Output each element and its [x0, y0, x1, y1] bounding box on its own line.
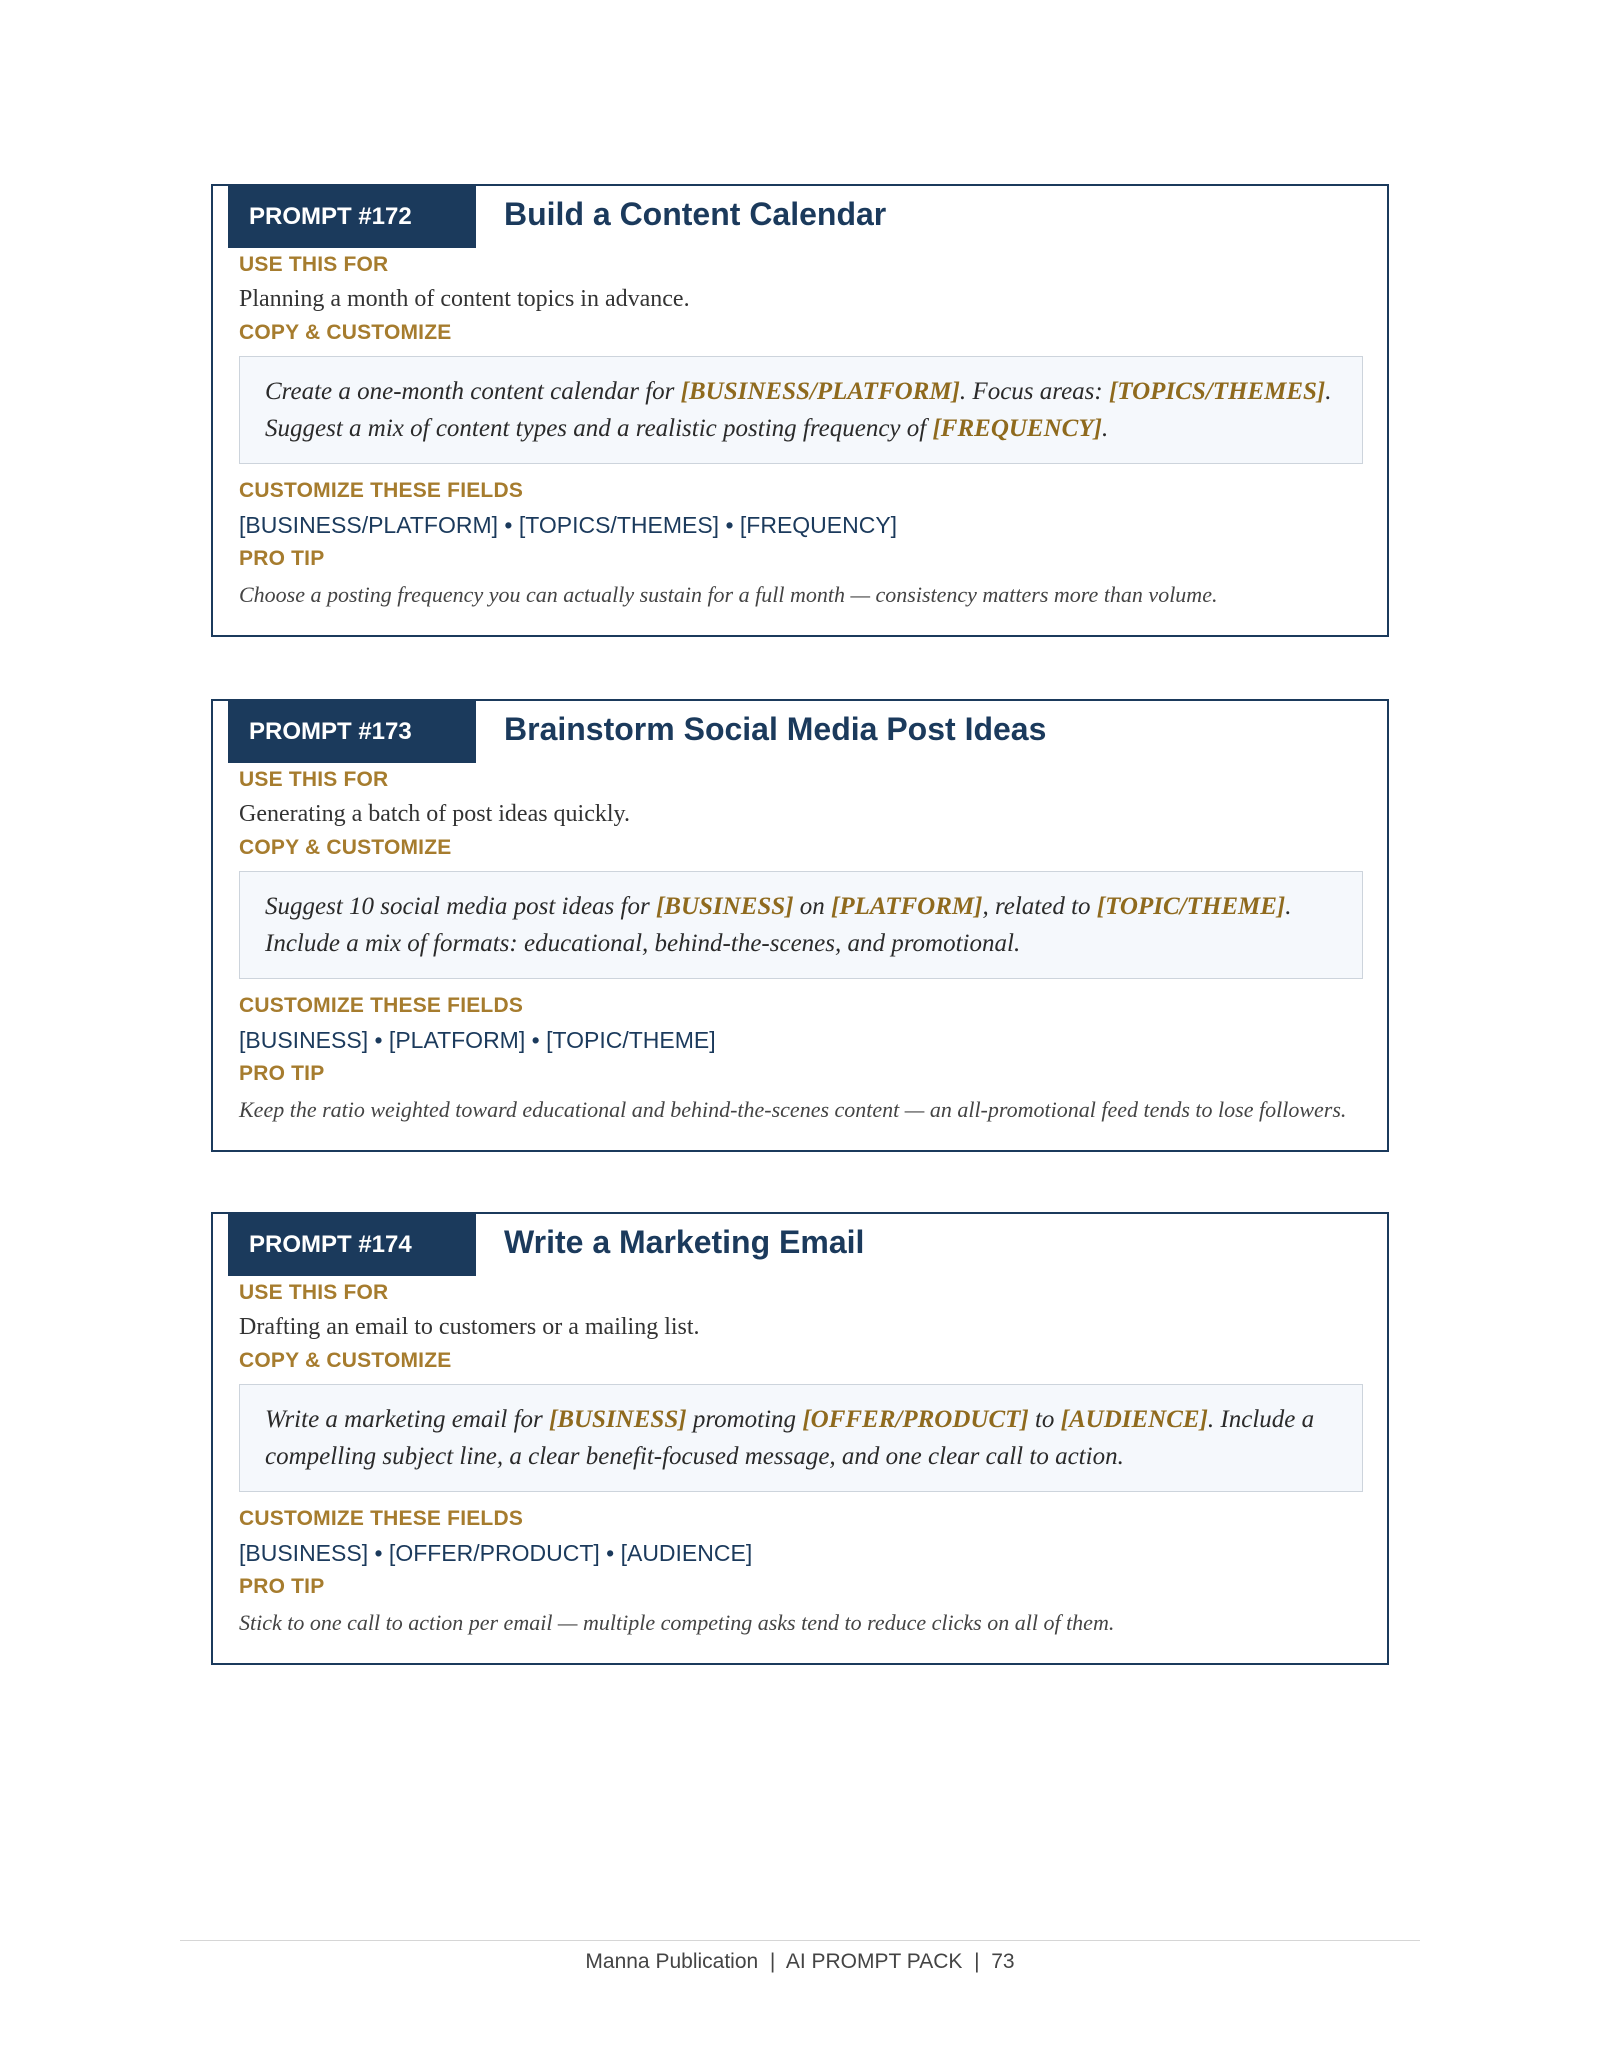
use-this-for-label: USE THIS FOR — [239, 1281, 389, 1304]
copy-customize-label: COPY & CUSTOMIZE — [239, 321, 452, 344]
prompt-number-badge: PROMPT #173 — [228, 701, 476, 763]
prompt-text-segment: . Suggest a mix of content types and a realistic posting frequency of — [265, 378, 1332, 442]
prompt-text-segment: . Include a compelling subject line, a clear benefit-focused message, and one clear call to action. — [265, 1406, 1315, 1470]
customize-fields-label: CUSTOMIZE THESE FIELDS — [239, 994, 524, 1017]
card-header — [213, 701, 1387, 763]
prompt-text-segment: to — [1028, 1406, 1061, 1433]
use-this-for-text: Planning a month of content topics in advance. — [239, 286, 690, 312]
use-this-for-label: USE THIS FOR — [239, 768, 389, 791]
prompt-number-badge: PROMPT #172 — [228, 186, 476, 248]
prompt-text-segment: , related to — [982, 893, 1097, 920]
use-this-for-label: USE THIS FOR — [239, 253, 389, 276]
pro-tip-label: PRO TIP — [239, 547, 325, 570]
use-this-for-text: Generating a batch of post ideas quickly. — [239, 801, 630, 827]
card-header — [213, 186, 1387, 248]
pro-tip-label: PRO TIP — [239, 1062, 325, 1085]
footer-divider — [180, 1940, 1420, 1941]
prompt-number-badge: PROMPT #174 — [228, 1214, 476, 1276]
card-body — [213, 767, 1387, 1150]
prompt-title: Brainstorm Social Media Post Ideas — [504, 711, 1047, 747]
placeholder-field: [AUDIENCE] — [1060, 1406, 1208, 1433]
pro-tip-text: Keep the ratio weighted toward educational and behind-the-scenes content — an all-promotional feed tends to lose followers. — [239, 1097, 1347, 1122]
prompt-text-segment: on — [793, 893, 832, 920]
prompt-text-segment: Write a marketing email for — [265, 1406, 549, 1433]
card-body — [213, 1280, 1387, 1663]
placeholder-field: [TOPICS/THEMES] — [1108, 378, 1326, 405]
prompt-text-box[interactable] — [239, 356, 1363, 464]
placeholder-field: [BUSINESS] — [549, 1406, 687, 1433]
prompt-title: Build a Content Calendar — [504, 196, 887, 232]
prompt-text-segment: . Include a mix of formats: educational, behind-the-scenes, and promotional. — [265, 893, 1292, 957]
placeholder-field: [TOPIC/THEME] — [1096, 893, 1286, 920]
prompt-text-segment: . Focus areas: — [959, 378, 1109, 405]
pro-tip-label: PRO TIP — [239, 1575, 325, 1598]
pro-tip-text: Stick to one call to action per email — multiple competing asks tend to reduce clicks on all of them. — [239, 1610, 1115, 1635]
customize-fields-label: CUSTOMIZE THESE FIELDS — [239, 479, 524, 502]
use-this-for-text: Drafting an email to customers or a mailing list. — [239, 1314, 700, 1340]
prompt-text-segment: promoting — [686, 1406, 803, 1433]
prompt-title: Write a Marketing Email — [504, 1224, 865, 1260]
card-body — [213, 252, 1387, 635]
copy-customize-label: COPY & CUSTOMIZE — [239, 836, 452, 859]
customize-fields-list: [BUSINESS/PLATFORM] • [TOPICS/THEMES] • [FREQUENCY] — [239, 512, 898, 538]
prompt-text-box[interactable] — [239, 1384, 1363, 1492]
customize-fields-label: CUSTOMIZE THESE FIELDS — [239, 1507, 524, 1530]
prompt-text-segment: Create a one-month content calendar for — [265, 378, 681, 405]
placeholder-field: [OFFER/PRODUCT] — [802, 1406, 1029, 1433]
prompt-text-box[interactable] — [239, 871, 1363, 979]
customize-fields-list: [BUSINESS] • [PLATFORM] • [TOPIC/THEME] — [239, 1027, 716, 1053]
card-header — [213, 1214, 1387, 1276]
prompt-text-segment: Suggest 10 social media post ideas for — [265, 893, 656, 920]
prompt-card-173 — [211, 699, 1389, 1152]
pro-tip-text: Choose a posting frequency you can actually sustain for a full month — consistency matters more than volume. — [239, 582, 1218, 607]
prompt-card-174 — [211, 1212, 1389, 1665]
placeholder-field: [PLATFORM] — [831, 893, 983, 920]
prompt-text-segment: . — [1101, 415, 1109, 442]
placeholder-field: [FREQUENCY] — [932, 415, 1102, 442]
copy-customize-label: COPY & CUSTOMIZE — [239, 1349, 452, 1372]
customize-fields-list: [BUSINESS] • [OFFER/PRODUCT] • [AUDIENCE] — [239, 1540, 753, 1566]
page-footer: Manna Publication | AI PROMPT PACK | 73 — [585, 1950, 1015, 1973]
placeholder-field: [BUSINESS/PLATFORM] — [680, 378, 960, 405]
placeholder-field: [BUSINESS] — [655, 893, 794, 920]
prompt-card-172 — [211, 184, 1389, 637]
